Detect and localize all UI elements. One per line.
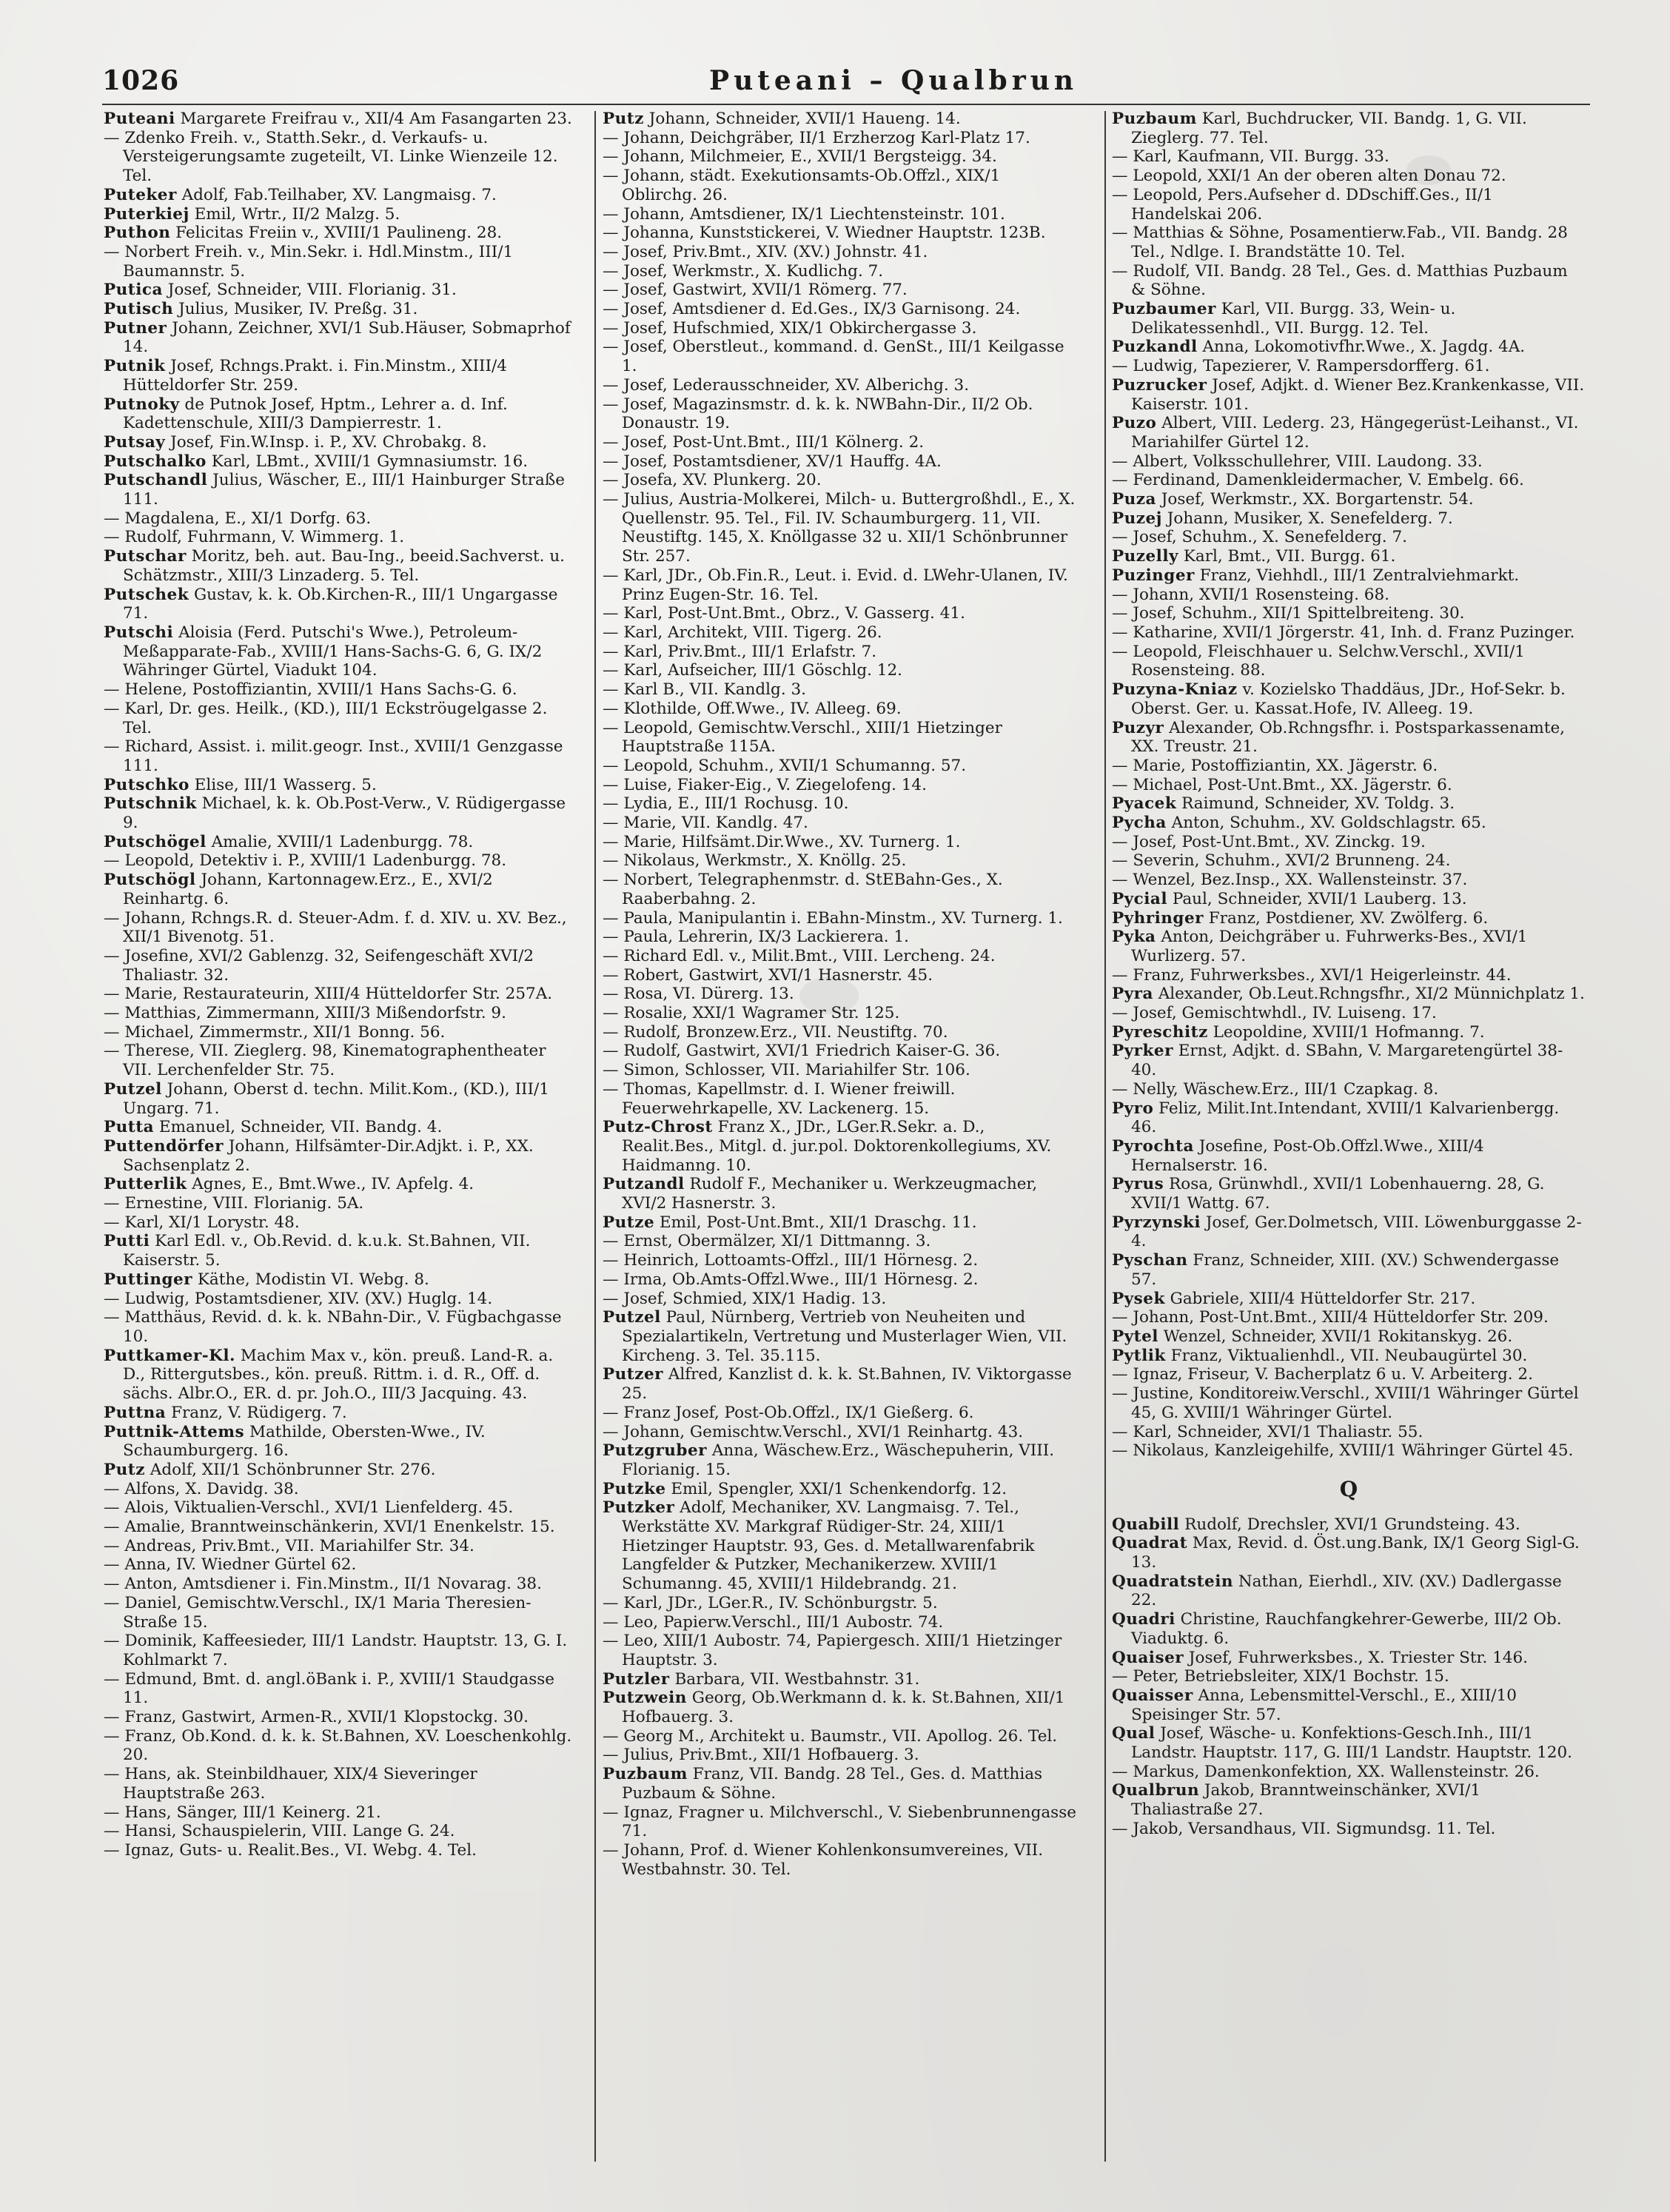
directory-entry: — Franz, Gastwirt, Armen-R., XVII/1 Klopstockg. 30. [104,1708,529,1727]
directory-entry: — Richard, Assist. i. milit.geogr. Inst., XVIII/1 Genzgasse 111. [104,737,563,775]
directory-entry: Puterkiej Emil, Wrtr., II/2 Malzg. 5. [104,204,400,224]
directory-entry: Qual Josef, Wäsche- u. Konfektions-Gesch.Inh., III/1 Landstr. Hauptstr. 117, G. III/1 Landstr. Hauptstr. 120. [1112,1724,1572,1763]
directory-entry: — Karl, Dr. ges. Heilk., (KD.), III/1 Eckströugelgasse 2. Tel. [104,699,548,737]
entry-surname: Puzbaum [603,1765,688,1784]
entry-surname: Quadri [1112,1610,1176,1629]
page-header [102,65,1590,101]
header-rule [102,104,1590,105]
entry-surname: Pyra [1112,985,1153,1004]
entry-surname: Putzker [603,1498,675,1518]
directory-entry: — Ludwig, Tapezierer, V. Rampersdorfferg. 61. [1112,357,1490,376]
directory-entry: — Simon, Schlosser, VII. Mariahilfer Str. 106. [603,1061,970,1080]
directory-entry: — Amalie, Branntweinschänkerin, XVI/1 Enenkelstr. 15. [104,1518,555,1537]
directory-entry: Putzel Johann, Oberst d. techn. Milit.Kom., (KD.), III/1 Ungarg. 71. [104,1079,549,1118]
directory-entry: — Alois, Viktualien-Verschl., XVI/1 Lienfelderg. 45. [104,1498,514,1518]
directory-entry: — Rosa, VI. Dürerg. 13. [603,985,794,1004]
entry-surname: Putisch [104,300,174,319]
entry-surname: Puterkiej [104,204,190,224]
directory-entry: — Katharine, XVII/1 Jörgerstr. 41, Inh. d. Franz Puzinger. [1112,623,1575,642]
directory-entry: Putnoky de Putnok Josef, Hptm., Lehrer a. d. Inf. Kadettenschule, XIII/3 Dampierrestr. 1. [104,395,508,433]
directory-entry: — Richard Edl. v., Milit.Bmt., VIII. Lercheng. 24. [603,946,996,965]
directory-entry: Pyacek Raimund, Schneider, XV. Toldg. 3. [1112,794,1455,814]
directory-entry: — Julius, Austria-Molkerei, Milch- u. Buttergroßhdl., E., X. Quellenstr. 95. Tel., Fil. IV. Schaumburgerg. 11, VII. Neustiftg. 145, X. Knöllgasse 32 u. XII/1 Schönbrunner Str. 257. [603,490,1076,566]
entry-surname: Pyrzynski [1112,1213,1201,1232]
directory-entry: — Dominik, Kaffeesieder, III/1 Landstr. Hauptstr. 13, G. I. Kohlmarkt 7. [104,1632,568,1669]
directory-entry: Quaiser Josef, Fuhrwerksbes., X. Triester Str. 146. [1112,1648,1528,1667]
entry-surname: Quabill [1112,1515,1180,1534]
entry-surname: Putzke [603,1479,666,1498]
entry-surname: Putzandl [603,1175,685,1194]
directory-entry: — Johanna, Kunststickerei, V. Wiedner Hauptstr. 123B. [603,224,1046,243]
entry-surname: Putschnik [104,794,197,814]
directory-entry: — Josefine, XVI/2 Gablenzg. 32, Seifengeschäft XVI/2 Thaliastr. 32. [104,946,534,985]
entry-surname: Quaisser [1112,1686,1193,1705]
directory-entry: Puthon Felicitas Freiin v., XVIII/1 Paulineng. 28. [104,224,503,243]
entry-surname: Puteker [104,185,177,204]
directory-entry: — Norbert Freih. v., Min.Sekr. i. Hdl.Minstm., III/1 Baumannstr. 5. [104,242,514,281]
directory-entry: — Josef, Priv.Bmt., XIV. (XV.) Johnstr. 41. [603,242,928,261]
entry-surname: Putschek [104,585,190,604]
entry-surname: Qual [1112,1724,1156,1743]
entry-surname: Putzwein [603,1689,687,1708]
directory-entry: Qualbrun Jakob, Branntweinschänker, XVI/1 Thaliastraße 27. [1112,1781,1481,1820]
directory-entry: Pysek Gabriele, XIII/4 Hütteldorfer Str. 217. [1112,1289,1476,1308]
entry-surname: Putz [603,110,644,128]
directory-entry: — Rudolf, Fuhrmann, V. Wimmerg. 1. [104,528,405,547]
directory-entry: — Ludwig, Postamtsdiener, XIV. (XV.) Huglg. 14. [104,1289,493,1308]
directory-entry: — Hansi, Schauspielerin, VIII. Lange G. 24. [104,1822,455,1841]
entry-surname: Putta [104,1118,155,1137]
column-divider [1104,111,1106,2162]
directory-entry: — Klothilde, Off.Wwe., IV. Alleeg. 69. [603,699,902,718]
directory-entry: — Marie, Postoffiziantin, XX. Jägerstr. 6. [1112,756,1438,775]
directory-entry: — Marie, Restaurateurin, XIII/4 Hütteldorfer Str. 257A. [104,985,553,1004]
entry-surname: Pycha [1112,814,1167,833]
directory-entry: — Ignaz, Friseur, V. Bacherplatz 6 u. V. Arbeiterg. 2. [1112,1365,1533,1384]
directory-entry: — Julius, Priv.Bmt., XII/1 Hofbauerg. 3. [603,1746,919,1765]
entry-surname: Qualbrun [1112,1781,1200,1800]
directory-entry: — Johann, XVII/1 Rosensteing. 68. [1112,585,1389,604]
directory-entry: Putschögl Johann, Kartonnagew.Erz., E., XVI/2 Reinhartg. 6. [104,871,493,908]
directory-entry: — Hans, Sänger, III/1 Keinerg. 21. [104,1803,381,1822]
directory-entry: — Peter, Betriebsleiter, XIX/1 Bochstr. 15. [1112,1667,1449,1686]
directory-entry: — Nikolaus, Kanzleigehilfe, XVIII/1 Währinger Gürtel 45. [1112,1441,1574,1461]
directory-entry: Puzyr Alexander, Ob.Rchngsfhr. i. Postsparkassenamte, XX. Treustr. 21. [1112,718,1566,757]
directory-entry: — Rudolf, Gastwirt, XVI/1 Friedrich Kaiser-G. 36. [603,1042,1001,1061]
entry-surname: Putschalko [104,452,207,471]
directory-entry: Pyra Alexander, Ob.Leut.Rchngsfhr., XI/2 Münnichplatz 1. [1112,985,1585,1004]
entry-surname: Pyrochta [1112,1136,1194,1156]
directory-entry: — Wenzel, Bez.Insp., XX. Wallensteinstr. 37. [1112,871,1468,890]
directory-entry: — Johann, städt. Exekutionsamts-Ob.Offzl., XIX/1 Oblirchg. 26. [603,167,1001,204]
directory-entry: — Franz Josef, Post-Ob.Offzl., IX/1 Gießerg. 6. [603,1403,974,1422]
directory-entry: Puzyna-Kniaz v. Kozielsko Thaddäus, JDr., Hof-Sekr. b. Oberst. Ger. u. Kassat.Hofe, IV. Alleeg. 19. [1112,680,1566,718]
entry-surname: Puzej [1112,509,1162,528]
directory-entry: — Josef, Hufschmied, XIX/1 Obkirchergasse 3. [603,318,977,338]
directory-entry: Pyrochta Josefine, Post-Ob.Offzl.Wwe., XIII/4 Hernalserstr. 16. [1112,1136,1484,1175]
directory-entry: Putzel Paul, Nürnberg, Vertrieb von Neuheiten und Spezialartikeln, Vertretung und Musterlager Wien, VII. Kircheng. 3. Tel. 35.115. [603,1308,1067,1365]
directory-entry: — Rudolf, VII. Bandg. 28 Tel., Ges. d. Matthias Puzbaum & Söhne. [1112,261,1568,300]
entry-surname: Putzel [603,1308,661,1327]
entry-surname: Putterlik [104,1175,187,1194]
directory-entry: Puttkamer-Kl. Machim Max v., kön. preuß. Land-R. a. D., Rittergutsbes., kön. preuß. Rittm. i. d. R., Off. d. sächs. Albr.O., ER. d. pr. Joh.O., III/3 Jacquing. 43. [104,1346,554,1404]
directory-entry: Putzer Alfred, Kanzlist d. k. k. St.Bahnen, IV. Viktorgasse 25. [603,1365,1072,1404]
entry-surname: Puzbaumer [1112,300,1216,319]
entry-surname: Puttkamer-Kl. [104,1346,236,1365]
directory-entry: Putzandl Rudolf F., Mechaniker u. Werkzeugmacher, XVI/2 Hasnerstr. 3. [603,1175,1038,1213]
entry-surname: Puzelly [1112,547,1179,566]
directory-entry: — Leopold, Pers.Aufseher d. DDschiff.Ges., II/1 Handelskai 206. [1112,185,1493,224]
directory-entry: — Therese, VII. Zieglerg. 98, Kinematographentheater VII. Lerchenfelder Str. 75. [104,1042,546,1080]
directory-entry: — Markus, Damenkonfektion, XX. Wallensteinstr. 26. [1112,1762,1540,1781]
directory-entry: — Matthias, Zimmermann, XIII/3 Mißendorfstr. 9. [104,1004,506,1023]
directory-entry: Putschalko Karl, LBmt., XVIII/1 Gymnasiumstr. 16. [104,452,529,471]
directory-entry: — Leopold, Fleischhauer u. Selchw.Verschl., XVII/1 Rosensteing. 88. [1112,642,1525,680]
directory-entry: — Albert, Volksschullehrer, VIII. Laudong. 33. [1112,452,1483,471]
directory-entry: Puttna Franz, V. Rüdigerg. 7. [104,1403,347,1422]
directory-entry: — Karl, Kaufmann, VII. Burgg. 33. [1112,147,1389,167]
entry-surname: Pysek [1112,1289,1165,1308]
directory-entry: Putterlik Agnes, E., Bmt.Wwe., IV. Apfelg. 4. [104,1175,474,1194]
entry-surname: Pytlik [1112,1346,1166,1365]
entry-surname: Pytel [1112,1327,1158,1346]
entry-surname: Puzkandl [1112,338,1198,357]
entry-surname: Quadrat [1112,1534,1188,1553]
entry-surname: Puzbaum [1112,110,1197,128]
entry-surname: Puttendörfer [104,1136,224,1156]
directory-entry: — Josef, Postamtsdiener, XV/1 Hauffg. 4A. [603,452,942,471]
directory-entry: — Severin, Schuhm., XVI/2 Brunneng. 24. [1112,851,1451,871]
entry-surname: Putica [104,281,163,300]
entry-surname: Putner [104,318,167,338]
directory-entry: — Edmund, Bmt. d. angl.öBank i. P., XVIII/1 Staudgasse 11. [104,1669,555,1708]
directory-entry: Putschnik Michael, k. k. Ob.Post-Verw., V. Rüdigergasse 9. [104,794,566,833]
entry-surname: Putzgruber [603,1441,707,1461]
directory-entry: — Ferdinand, Damenkleidermacher, V. Embelg. 66. [1112,471,1524,490]
entry-surname: Putnik [104,357,166,376]
directory-entry: — Karl, JDr., LGer.R., IV. Schönburgstr. 5. [603,1593,938,1612]
directory-entry: Pycial Paul, Schneider, XVII/1 Lauberg. 13. [1112,889,1467,908]
directory-entry: — Josef, Schmied, XIX/1 Hadig. 13. [603,1289,887,1308]
column-3 [1112,110,1586,2168]
directory-entry: Pyka Anton, Deichgräber u. Fuhrwerks-Bes., XVI/1 Wurlizerg. 57. [1112,928,1528,965]
directory-entry: — Karl, Aufseicher, III/1 Göschlg. 12. [603,661,902,680]
directory-entry: — Daniel, Gemischtw.Verschl., IX/1 Maria Theresien-Straße 15. [104,1593,531,1632]
entry-surname: Puzyna-Kniaz [1112,680,1238,700]
entry-surname: Puzinger [1112,566,1195,585]
entry-surname: Puzo [1112,414,1157,433]
directory-entry: — Matthias & Söhne, Posamentierw.Fab., VII. Bandg. 28 Tel., Ndlge. I. Brandstätte 10. Tel. [1112,224,1568,261]
entry-surname: Puttna [104,1403,167,1422]
entry-surname: Pyka [1112,928,1156,947]
directory-entry: — Josef, Magazinsmstr. d. k. k. NWBahn-Dir., II/2 Ob. Donaustr. 19. [603,395,1033,433]
entry-surname: Putz-Chrost [603,1118,713,1137]
entry-surname: Puza [1112,490,1156,509]
directory-entry: Putze Emil, Post-Unt.Bmt., XII/1 Draschg. 11. [603,1213,977,1232]
entry-surname: Quadratstein [1112,1572,1234,1591]
directory-entry: Puttnik-Attems Mathilde, Obersten-Wwe., IV. Schaumburgerg. 16. [104,1422,486,1461]
column-2 [603,110,1076,2168]
entry-surname: Pyacek [1112,794,1177,814]
directory-entry: — Johann, Amtsdiener, IX/1 Liechtensteinstr. 101. [603,204,1005,224]
directory-entry: — Josef, Schuhm., XII/1 Spittelbreiteng. 30. [1112,604,1465,623]
directory-entry: — Georg M., Architekt u. Baumstr., VII. Apollog. 26. Tel. [603,1726,1058,1746]
entry-surname: Pyrus [1112,1175,1164,1194]
entry-surname: Puttnik-Attems [104,1422,245,1441]
entry-surname: Putschar [104,547,187,566]
directory-entry: — Ernst, Obermälzer, XI/1 Dittmanng. 3. [603,1232,931,1251]
directory-entry: — Ignaz, Guts- u. Realit.Bes., VI. Webg. 4. Tel. [104,1840,477,1860]
directory-entry: — Nikolaus, Werkmstr., X. Knöllg. 25. [603,851,907,871]
entry-surname: Putz [104,1460,145,1479]
directory-entry: Pyreschitz Leopoldine, XVIII/1 Hofmanng. 7. [1112,1022,1485,1042]
directory-entry: — Franz, Ob.Kond. d. k. k. St.Bahnen, XV. Loeschenkohlg. 20. [104,1726,572,1765]
directory-entry: — Irma, Ob.Amts-Offzl.Wwe., III/1 Hörnesg. 2. [603,1270,979,1289]
directory-entry: Putti Karl Edl. v., Ob.Revid. d. k.u.k. St.Bahnen, VII. Kaiserstr. 5. [104,1232,531,1270]
directory-entry: — Josef, Gastwirt, XVII/1 Römerg. 77. [603,281,908,300]
directory-entry: — Josef, Post-Unt.Bmt., III/1 Kölnerg. 2. [603,432,925,452]
directory-entry: — Josef, Lederausschneider, XV. Alberichg. 3. [603,375,970,395]
directory-entry: — Paula, Lehrerin, IX/3 Lackierera. 1. [603,928,909,947]
directory-entry: Putz-Chrost Franz X., JDr., LGer.R.Sekr. a. D., Realit.Bes., Mitgl. d. jur.pol. Doktorenkollegiums, XV. Haidmanng. 10. [603,1118,1052,1175]
directory-entry: — Norbert, Telegraphenmstr. d. StEBahn-Ges., X. Raaberbahng. 2. [603,871,1003,908]
directory-entry: Puzrucker Josef, Adjkt. d. Wiener Bez.Krankenkasse, VII. Kaiserstr. 101. [1112,375,1585,414]
entry-surname: Putschögl [104,871,196,890]
directory-entry: — Thomas, Kapellmstr. d. I. Wiener freiwill. Feuerwehrkapelle, XV. Lackenerg. 15. [603,1079,956,1118]
column-divider [594,111,596,2162]
directory-entry: — Zdenko Freih. v., Statth.Sekr., d. Verkaufs- u. Versteigerungsamte zugeteilt, VI. Linke Wienzeile 12. Tel. [104,128,558,186]
entry-surname: Pyro [1112,1099,1154,1118]
entry-surname: Pycial [1112,889,1168,908]
entry-surname: Putnoky [104,395,180,414]
directory-entry: — Paula, Manipulantin i. EBahn-Minstm., XV. Turnerg. 1. [603,908,1063,928]
directory-entry: — Johann, Prof. d. Wiener Kohlenkonsumvereines, VII. Westbahnstr. 30. Tel. [603,1840,1044,1879]
directory-entry: — Josef, Schuhm., X. Senefelderg. 7. [1112,528,1407,547]
directory-entry: — Johann, Rchngs.R. d. Steuer-Adm. f. d. XIV. u. XV. Bez., XII/1 Bivenotg. 51. [104,908,567,947]
directory-entry: — Andreas, Priv.Bmt., VII. Mariahilfer Str. 34. [104,1536,474,1555]
entry-surname: Puteani [104,110,175,128]
directory-entry: — Hans, ak. Steinbildhauer, XIX/4 Sieveringer Hauptstraße 263. [104,1765,477,1803]
directory-entry: Puteker Adolf, Fab.Teilhaber, XV. Langmaisg. 7. [104,185,497,204]
entry-surname: Puzrucker [1112,375,1207,395]
directory-entry: Putschar Moritz, beh. aut. Bau-Ing., beeid.Sachverst. u. Schätzmstr., XIII/3 Linzaderg. 5. Tel. [104,547,566,585]
directory-entry: — Karl, XI/1 Lorystr. 48. [104,1213,300,1232]
directory-entry: — Johann, Milchmeier, E., XVII/1 Bergsteigg. 34. [603,147,997,167]
directory-entry: — Heinrich, Lottoamts-Offzl., III/1 Hörnesg. 2. [603,1251,979,1270]
directory-entry: — Lydia, E., III/1 Rochusg. 10. [603,794,849,814]
directory-entry: Putschi Aloisia (Ferd. Putschi's Wwe.), Petroleum-Meßapparate-Fab., XVIII/1 Hans-Sachs-G. 6, G. IX/2 Währinger Gürtel, Viadukt 104. [104,623,543,680]
running-head: Puteani – Qualbrun [709,65,1079,96]
directory-entry: Quadri Christine, Rauchfangkehrer-Gewerbe, III/2 Ob. Viaduktg. 6. [1112,1610,1562,1648]
directory-entry: Putsay Josef, Fin.W.Insp. i. P., XV. Chrobakg. 8. [104,432,487,452]
directory-entry: Putner Johann, Zeichner, XVI/1 Sub.Häuser, Sobmaprhof 14. [104,318,571,357]
entry-surname: Puthon [104,224,171,243]
directory-entry: — Michael, Zimmermstr., XII/1 Bonng. 56. [104,1022,446,1042]
directory-entry: Puzinger Franz, Viehhdl., III/1 Zentralviehmarkt. [1112,566,1520,585]
directory-entry: — Leo, Papierw.Verschl., III/1 Aubostr. 74. [603,1612,944,1632]
directory-entry: — Anna, IV. Wiedner Gürtel 62. [104,1555,357,1575]
directory-entry: — Karl B., VII. Kandlg. 3. [603,680,806,700]
directory-entry: — Rosalie, XXI/1 Wagramer Str. 125. [603,1004,900,1023]
directory-entry: — Michael, Post-Unt.Bmt., XX. Jägerstr. 6. [1112,775,1452,794]
section-letter: Q [1339,1476,1358,1501]
directory-entry: Putisch Julius, Musiker, IV. Preßg. 31. [104,300,418,319]
directory-entry: Puttinger Käthe, Modistin VI. Webg. 8. [104,1270,429,1289]
entry-surname: Putze [603,1213,655,1232]
page-number: 1026 [102,65,180,96]
directory-entry: Pytel Wenzel, Schneider, XVII/1 Rokitanskyg. 26. [1112,1327,1513,1346]
directory-entry: Quadratstein Nathan, Eierhdl., XIV. (XV.) Dadlergasse 22. [1112,1572,1562,1610]
directory-entry: Pyro Feliz, Milit.Int.Intendant, XVIII/1 Kalvarienbergg. 46. [1112,1099,1560,1137]
entry-surname: Quaiser [1112,1648,1184,1667]
entry-surname: Putschandl [104,471,208,490]
directory-entry: Puzbaumer Karl, VII. Burgg. 33, Wein- u. Delikatessenhdl., VII. Burgg. 12. Tel. [1112,300,1456,338]
directory-entry: Quaisser Anna, Lebensmittel-Verschl., E., XIII/10 Speisinger Str. 57. [1112,1686,1517,1724]
directory-entry: — Josef, Werkmstr., X. Kudlichg. 7. [603,261,884,281]
directory-entry: Putzwein Georg, Ob.Werkmann d. k. k. St.Bahnen, XII/1 Hofbauerg. 3. [603,1689,1065,1727]
directory-entry: — Johann, Post-Unt.Bmt., XIII/4 Hütteldorfer Str. 209. [1112,1308,1549,1327]
directory-entry: — Leopold, XXI/1 An der oberen alten Donau 72. [1112,167,1506,186]
directory-entry: — Justine, Konditoreiw.Verschl., XVIII/1 Währinger Gürtel 45, G. XVIII/1 Währinger Gürtel. [1112,1384,1579,1422]
entry-surname: Putschko [104,775,190,794]
directory-entry: Puzbaum Karl, Buchdrucker, VII. Bandg. 1, G. VII. Zieglerg. 77. Tel. [1112,110,1527,147]
directory-entry: Puteani Margarete Freifrau v., XII/4 Am Fasangarten 23. [104,110,572,128]
directory-entry: — Karl, Architekt, VIII. Tigerg. 26. [603,623,882,642]
entry-surname: Putzel [104,1079,162,1099]
directory-entry: — Karl, Schneider, XVI/1 Thaliastr. 55. [1112,1422,1423,1441]
directory-entry: Putnik Josef, Rchngs.Prakt. i. Fin.Minstm., XIII/4 Hütteldorfer Str. 259. [104,357,507,395]
directory-entry: Puzo Albert, VIII. Lederg. 23, Hängegerüst-Leihanst., VI. Mariahilfer Gürtel 12. [1112,414,1579,452]
directory-entry: — Luise, Fiaker-Eig., V. Ziegelofeng. 14. [603,775,927,794]
entry-surname: Putti [104,1232,150,1251]
directory-entry: — Leopold, Schuhm., XVII/1 Schumanng. 57. [603,756,967,775]
directory-entry: — Karl, Post-Unt.Bmt., Obrz., V. Gasserg. 41. [603,604,965,623]
entry-surname: Pyrker [1112,1042,1173,1061]
directory-entry: — Robert, Gastwirt, XVI/1 Hasnerstr. 45. [603,965,933,985]
entry-surname: Puzyr [1112,718,1164,737]
entry-surname: Pyreschitz [1112,1022,1208,1042]
directory-entry: Pyschan Franz, Schneider, XIII. (XV.) Schwendergasse 57. [1112,1251,1560,1289]
directory-entry: — Matthäus, Revid. d. k. k. NBahn-Dir., V. Fügbachgasse 10. [104,1308,562,1346]
directory-entry: — Marie, Hilfsämt.Dir.Wwe., XV. Turnerg. 1. [603,832,961,851]
directory-entry: — Karl, Priv.Bmt., III/1 Erlafstr. 7. [603,642,877,661]
directory-entry: — Alfons, X. Davidg. 38. [104,1479,299,1498]
entry-surname: Pyhringer [1112,908,1204,928]
directory-entry: Putschko Elise, III/1 Wasserg. 5. [104,775,377,794]
directory-entry: — Ernestine, VIII. Florianig. 5A. [104,1194,364,1213]
entry-surname: Putsay [104,432,166,452]
directory-entry: Puzbaum Franz, VII. Bandg. 28 Tel., Ges. d. Matthias Puzbaum & Söhne. [603,1765,1043,1803]
directory-entry: Pycha Anton, Schuhm., XV. Goldschlagstr. 65. [1112,814,1486,833]
directory-entry: — Josef, Gemischtwhdl., IV. Luiseng. 17. [1112,1004,1437,1023]
directory-entry: Pytlik Franz, Viktualienhdl., VII. Neubaugürtel 30. [1112,1346,1528,1365]
directory-entry: — Nelly, Wäschew.Erz., III/1 Czapkag. 8. [1112,1079,1439,1099]
directory-entry: Putz Adolf, XII/1 Schönbrunner Str. 276. [104,1460,436,1479]
directory-entry: Pyhringer Franz, Postdiener, XV. Zwölferg. 6. [1112,908,1489,928]
entry-surname: Putzler [603,1669,670,1689]
directory-entry: — Karl, JDr., Ob.Fin.R., Leut. i. Evid. d. LWehr-Ulanen, IV. Prinz Eugen-Str. 16. Tel. [603,566,1068,604]
entry-surname: Pyschan [1112,1251,1188,1270]
entry-surname: Putzer [603,1365,663,1384]
directory-entry: Quabill Rudolf, Drechsler, XVI/1 Grundsteing. 43. [1112,1515,1520,1534]
directory-entry: — Johann, Gemischtw.Verschl., XVI/1 Reinhartg. 43. [603,1422,1024,1441]
directory-entry: Puza Josef, Werkmstr., XX. Borgartenstr. 54. [1112,490,1474,509]
directory-entry: — Leo, XIII/1 Aubostr. 74, Papiergesch. XIII/1 Hietzinger Hauptstr. 3. [603,1632,1062,1669]
entry-surname: Puttinger [104,1270,192,1289]
directory-entry: — Ignaz, Fragner u. Milchverschl., V. Siebenbrunnengasse 71. [603,1803,1076,1841]
directory-entry: Puttendörfer Johann, Hilfsämter-Dir.Adjkt. i. P., XX. Sachsenplatz 2. [104,1136,534,1175]
directory-entry: — Jakob, Versandhaus, VII. Sigmundsg. 11. Tel. [1112,1819,1496,1838]
directory-entry: — Josef, Post-Unt.Bmt., XV. Zinckg. 19. [1112,832,1426,851]
directory-entry: — Marie, VII. Kandlg. 47. [603,814,808,833]
directory-entry: Putzke Emil, Spengler, XXI/1 Schenkendorfg. 12. [603,1479,1007,1498]
directory-entry: Pyrus Rosa, Grünwhdl., XVII/1 Lobenhauerng. 28, G. XVII/1 Wattg. 67. [1112,1175,1545,1213]
directory-entry: Putz Johann, Schneider, XVII/1 Haueng. 14. [603,110,961,128]
directory-entry: Pyrzynski Josef, Ger.Dolmetsch, VIII. Löwenburggasse 2-4. [1112,1213,1582,1251]
directory-entry: Puzelly Karl, Bmt., VII. Burgg. 61. [1112,547,1396,566]
directory-entry: Putta Emanuel, Schneider, VII. Bandg. 4. [104,1118,443,1137]
entry-surname: Putschi [104,623,174,642]
directory-entry: Puzej Johann, Musiker, X. Senefelderg. 7. [1112,509,1453,528]
directory-entry: Quadrat Max, Revid. d. Öst.ung.Bank, IX/1 Georg Sigl-G. 13. [1112,1534,1580,1572]
directory-entry: Pyrker Ernst, Adjkt. d. SBahn, V. Margaretengürtel 38-40. [1112,1042,1563,1080]
directory-entry: — Leopold, Gemischtw.Verschl., XIII/1 Hietzinger Hauptstraße 115A. [603,718,1002,757]
directory-entry: — Helene, Postoffiziantin, XVIII/1 Hans Sachs-G. 6. [104,680,517,700]
directory-entry: Putschandl Julius, Wäscher, E., III/1 Hainburger Straße 111. [104,471,565,509]
directory-entry: — Anton, Amtsdiener i. Fin.Minstm., II/1 Novarag. 38. [104,1575,542,1594]
directory-entry: Puzkandl Anna, Lokomotivfhr.Wwe., X. Jagdg. 4A. [1112,338,1526,357]
directory-entry: Putzler Barbara, VII. Westbahnstr. 31. [603,1669,920,1689]
entry-surname: Putschögel [104,832,207,851]
directory-entry: — Rudolf, Bronzew.Erz., VII. Neustiftg. 70. [603,1022,948,1042]
directory-entry: — Josef, Oberstleut., kommand. d. GenSt., III/1 Keilgasse 1. [603,338,1064,376]
directory-entry: Putica Josef, Schneider, VIII. Florianig. 31. [104,281,457,300]
directory-entry: Putschögel Amalie, XVIII/1 Ladenburgg. 78. [104,832,474,851]
directory-entry: Putschek Gustav, k. k. Ob.Kirchen-R., III/1 Ungargasse 71. [104,585,558,623]
directory-entry: — Franz, Fuhrwerksbes., XVI/1 Heigerleinstr. 44. [1112,965,1512,985]
directory-entry: — Magdalena, E., XI/1 Dorfg. 63. [104,509,372,528]
directory-entry: Putzker Adolf, Mechaniker, XV. Langmaisg. 7. Tel., Werkstätte XV. Markgraf Rüdiger-Str. 24, XIII/1 Hietzinger Hauptstr. 93, Ges. d. Metallwarenfabrik Langfelder & Putzker, Mechanikerzew. XVIII/1 Schumanng. 45, XVIII/1 Hildebrandg. 21. [603,1498,1035,1594]
directory-entry: — Josef, Amtsdiener d. Ed.Ges., IX/3 Garnisong. 24. [603,300,1021,319]
column-1 [104,110,577,2168]
directory-entry: — Josefa, XV. Plunkerg. 20. [603,471,822,490]
directory-entry: — Johann, Deichgräber, II/1 Erzherzog Karl-Platz 17. [603,128,1030,147]
directory-entry: — Leopold, Detektiv i. P., XVIII/1 Ladenburgg. 78. [104,851,507,871]
directory-entry: Putzgruber Anna, Wäschew.Erz., Wäschepuherin, VIII. Florianig. 15. [603,1441,1055,1479]
